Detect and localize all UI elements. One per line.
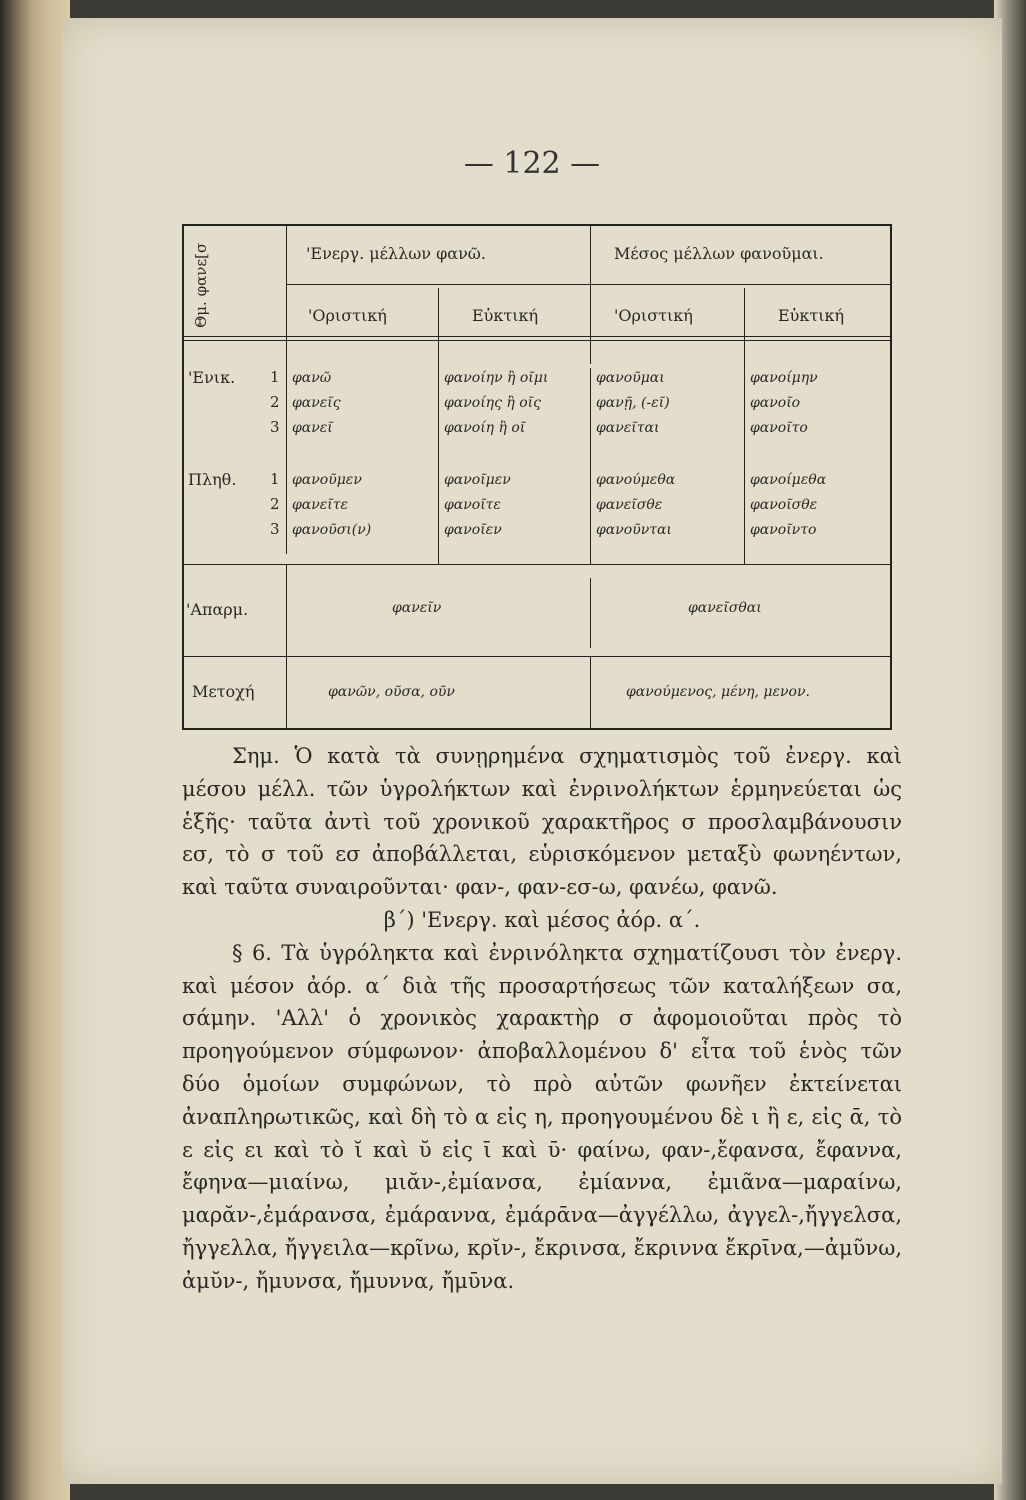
page-number: — 122 — — [463, 146, 601, 181]
form-cell: φανοίης ἢ οῖς — [444, 395, 541, 411]
plural-label: Πληθ. — [188, 470, 237, 489]
form-cell: φανοίμην — [750, 370, 818, 386]
form-cell: φανοῖεν — [444, 522, 502, 538]
infinitive-active: φανεῖν — [392, 600, 442, 616]
participle-label: Μετοχή — [192, 682, 255, 701]
active-indicative-header: 'Οριστική — [308, 306, 387, 325]
section-paragraph: § 6. Τὰ ὑγρόληκτα καὶ ἐνρινόληκτα σχηματίζουσι τὸν ἐνεργ. καὶ μέσον ἀόρ. α΄ διὰ τῆς προσαρτήσεως τῶν καταλήξεων σα, σάμην. 'Αλλ' ὁ χρονικὸς χαρακτὴρ σ ἀφομοιοῦται πρὸς τὸ προηγούμενον σύμφωνον· ἀποβαλλομένου δ' εἶτα τοῦ ἑνὸς τῶν δύο ὁμοίων συμφώνων, τὸ πρὸ αὐτῶν φωνῆεν ἐκτείνεται ἀναπληρωτικῶς, καὶ δὴ τὸ α εἰς η, προηγουμένου δὲ ι ἢ ε, εἰς ᾱ, τὸ ε εἰς ει καὶ τὸ ῐ καὶ ῠ εἰς ῑ καὶ ῡ· φαίνω, φαν-,ἔφανσα, ἔφαννα, ἔφηνα—μιαίνω, μιᾰν-,ἐμίανσα, ἐμίαννα, ἐμιᾶνα—μαραίνω, μαρᾰν-,ἐμάρανσα, ἐμάραννα, ἐμάρᾱνα—ἀγγέλλω, ἀγγελ-,ἤγγελσα, ἤγγελλα, ἤγγειλα—κρῖνω, κρῐν-, ἔκρινσα, ἔκριννα ἔκρῑνα,—ἀμῦνω, ἀμῠν-, ἤμυνσα, ἤμυννα, ἤμῡνα. — [182, 940, 902, 1293]
active-optative-header: Εὐκτική — [472, 306, 539, 325]
form-cell: φανοίμεθα — [750, 472, 827, 488]
form-cell: φανοῖτο — [750, 420, 808, 436]
person-number: 3 — [270, 520, 280, 538]
form-cell: φανοῖντο — [750, 522, 817, 538]
form-cell: φανεῖ — [292, 420, 333, 436]
form-cell: φανοῖσθε — [750, 497, 818, 513]
conjugation-table — [182, 208, 892, 730]
book-page — [62, 18, 1002, 1484]
form-cell: φανοῦμεν — [292, 472, 362, 488]
form-cell: φανεῖς — [292, 395, 341, 411]
form-cell: φανῇ, (-εῖ) — [596, 395, 670, 411]
middle-indicative-header: 'Οριστική — [614, 306, 693, 325]
person-number: 2 — [270, 393, 280, 411]
section-heading: β΄) 'Ενεργ. καὶ μέσος ἀόρ. α΄. — [383, 907, 701, 932]
form-cell: φανεῖτε — [292, 497, 349, 513]
middle-optative-header: Εὐκτική — [778, 306, 845, 325]
form-cell: φανοῖτε — [444, 497, 501, 513]
middle-future-header: Μέσος μέλλων φανοῦμαι. — [614, 244, 824, 263]
infinitive-label: 'Απαρμ. — [186, 600, 249, 619]
form-cell: φανοίη ἢ οῖ — [444, 420, 526, 436]
form-cell: φανεῖται — [596, 420, 660, 436]
note-paragraph: Σημ. Ὁ κατὰ τὰ συνῃρημένα σχηματισμὸς τοῦ ἐνεργ. καὶ μέσου μέλλ. τῶν ὑγρολήκτων καὶ ἐνρινολήκτων ἑρμηνεύεται ὡς ἑξῆς· ταῦτα ἀντὶ τοῦ χρονικοῦ χαρακτῆρος σ προσλαμβάνουσιν εσ, τὸ σ τοῦ εσ ἀποβάλλεται, εὑρισκόμενον μεταξὺ φωνηέντων, καὶ ταῦτα συναιροῦνται· φαν-, φαν-εσ-ω, φανέω, φανῶ. — [182, 744, 902, 900]
body-text — [182, 740, 902, 1298]
form-cell: φανοῖο — [750, 395, 801, 411]
form-cell: φανοίην ἢ οῖμι — [444, 370, 549, 386]
participle-active: φανῶν, οῦσα, οῦν — [328, 684, 455, 700]
person-number: 1 — [270, 470, 280, 488]
form-cell: φανεῖσθε — [596, 497, 663, 513]
form-cell: φανῶ — [292, 370, 332, 386]
singular-label: 'Ενικ. — [188, 368, 236, 387]
form-cell: φανοῦσι(ν) — [292, 522, 372, 538]
form-cell: φανούμεθα — [596, 472, 676, 488]
book-left-edge — [0, 0, 70, 1500]
person-number: 2 — [270, 495, 280, 513]
person-number: 1 — [270, 368, 280, 386]
form-cell: φανοῖμεν — [444, 472, 511, 488]
form-cell: φανοῦμαι — [596, 370, 665, 386]
person-number: 3 — [270, 418, 280, 436]
stem-label: Θμ. φανε[σ — [192, 242, 210, 328]
form-cell: φανοῦνται — [596, 522, 672, 538]
infinitive-middle: φανεῖσθαι — [688, 600, 762, 616]
active-future-header: 'Ενεργ. μέλλων φανῶ. — [306, 244, 486, 263]
participle-middle: φανούμενος, μένη, μενον. — [626, 684, 810, 700]
